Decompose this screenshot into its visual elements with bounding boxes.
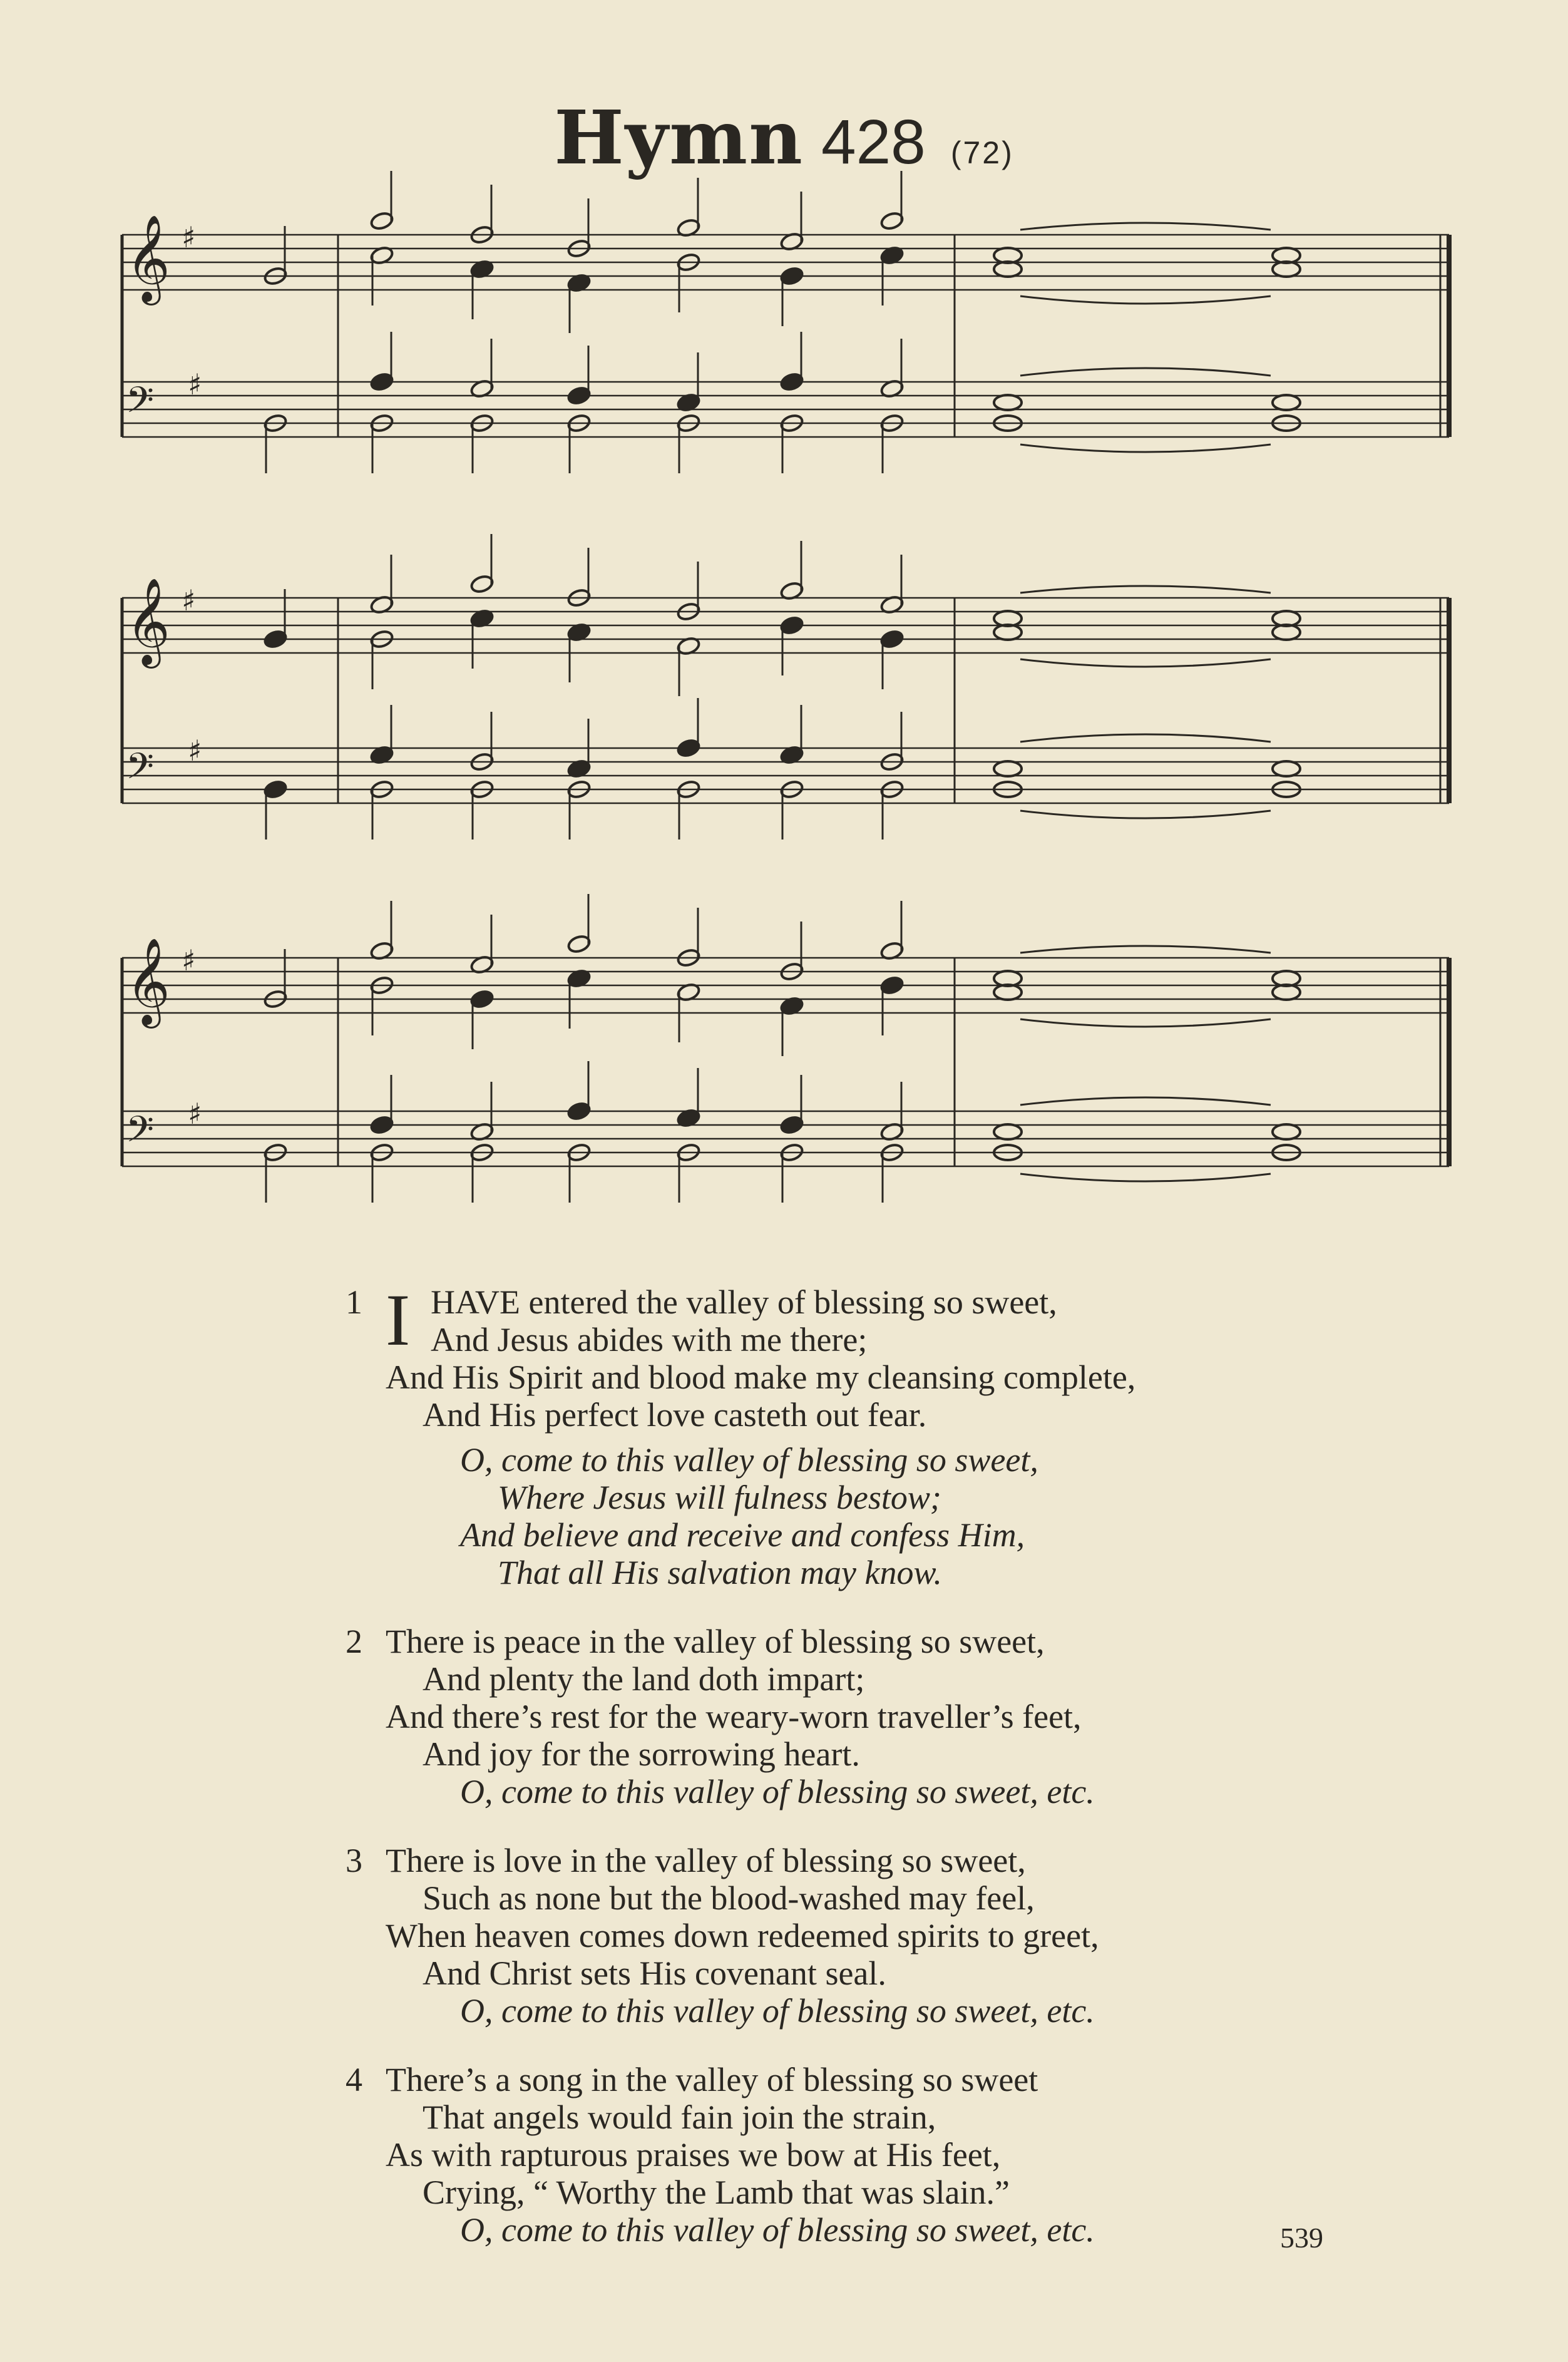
verse-line: As with rapturous praises we bow at His feet,	[386, 2136, 1001, 2174]
verse-line: That angels would fain join the strain,	[423, 2098, 936, 2136]
tie	[1020, 1097, 1271, 1105]
whole-note	[1273, 761, 1300, 776]
whole-note	[994, 761, 1022, 776]
sharp-icon: ♯	[182, 220, 196, 254]
chorus-line: O, come to this valley of blessing so sweet,	[460, 1441, 1038, 1479]
whole-note	[1273, 395, 1300, 410]
sharp-icon: ♯	[188, 1097, 202, 1131]
verse-line: Crying, “ Worthy the Lamb that was slain.”	[423, 2174, 1010, 2211]
chorus-line: And believe and receive and confess Him,	[460, 1516, 1025, 1554]
verse-2	[338, 1623, 1402, 1810]
verse-line: Such as none but the blood-washed may feel,	[423, 1879, 1035, 1917]
verse-line: When heaven comes down redeemed spirits to greet,	[386, 1917, 1099, 1954]
chorus-reference: O, come to this valley of blessing so sweet, etc.	[460, 2211, 1095, 2249]
tie	[1020, 659, 1271, 667]
whole-note	[1273, 1124, 1300, 1139]
page-number: 539	[1280, 2222, 1323, 2254]
verse-line: And His Spirit and blood make my cleansing complete,	[386, 1358, 1136, 1396]
verse-4	[338, 2061, 1402, 2249]
verse-line: And there’s rest for the weary-worn traveller’s feet,	[386, 1698, 1082, 1735]
tie	[1020, 946, 1271, 953]
verse-number: 3	[346, 1842, 362, 1879]
verse-line: And Jesus abides with me there;	[431, 1321, 868, 1358]
verse-line: There is love in the valley of blessing so sweet,	[386, 1842, 1026, 1879]
whole-note	[994, 1124, 1022, 1139]
chorus-reference: O, come to this valley of blessing so sweet, etc.	[460, 1773, 1095, 1810]
tie	[1020, 296, 1271, 304]
tie	[1020, 1174, 1271, 1181]
hymn-number: 428	[821, 107, 926, 177]
sharp-icon: ♯	[188, 367, 202, 401]
verse-1	[338, 1279, 1402, 1591]
sharp-icon: ♯	[182, 583, 196, 617]
treble-clef-icon: 𝄞	[126, 578, 170, 665]
bass-clef-icon: 𝄢	[126, 745, 155, 796]
verse-3	[338, 1842, 1402, 2030]
whole-note	[994, 395, 1022, 410]
verse-line: And Christ sets His covenant seal.	[423, 1954, 886, 1992]
chorus-line: Where Jesus will fulness bestow;	[498, 1479, 941, 1516]
bass-clef-icon: 𝄢	[126, 379, 155, 430]
sharp-icon: ♯	[188, 734, 202, 768]
treble-clef-icon: 𝄞	[126, 938, 170, 1025]
verse-line: There’s a song in the valley of blessing so sweet	[386, 2061, 1038, 2098]
tie	[1020, 586, 1271, 593]
verse-line: And His perfect love casteth out fear.	[423, 1396, 927, 1434]
drop-cap: I	[386, 1279, 411, 1361]
hymn-text	[338, 1279, 1402, 2264]
treble-clef-icon: 𝄞	[126, 215, 170, 302]
title-word: Hymn	[554, 94, 804, 181]
tie	[1020, 223, 1271, 230]
verse-line: And joy for the sorrowing heart.	[423, 1735, 860, 1773]
verse-number: 1	[346, 1283, 362, 1321]
tie	[1020, 1019, 1271, 1027]
tie	[1020, 368, 1271, 376]
chorus-line: That all His salvation may know.	[498, 1554, 942, 1591]
tie	[1020, 444, 1271, 452]
tune-reference: (72)	[950, 135, 1014, 170]
tie	[1020, 734, 1271, 742]
sharp-icon: ♯	[182, 943, 196, 977]
verse-line: HAVE entered the valley of blessing so sweet,	[431, 1283, 1057, 1321]
bass-clef-icon: 𝄢	[126, 1108, 155, 1159]
verse-number: 4	[346, 2061, 362, 2098]
chorus-reference: O, come to this valley of blessing so sweet, etc.	[460, 1992, 1095, 2030]
verse-line: There is peace in the valley of blessing so sweet,	[386, 1623, 1045, 1660]
tie	[1020, 811, 1271, 818]
verse-number: 2	[346, 1623, 362, 1660]
verse-line: And plenty the land doth impart;	[423, 1660, 865, 1698]
